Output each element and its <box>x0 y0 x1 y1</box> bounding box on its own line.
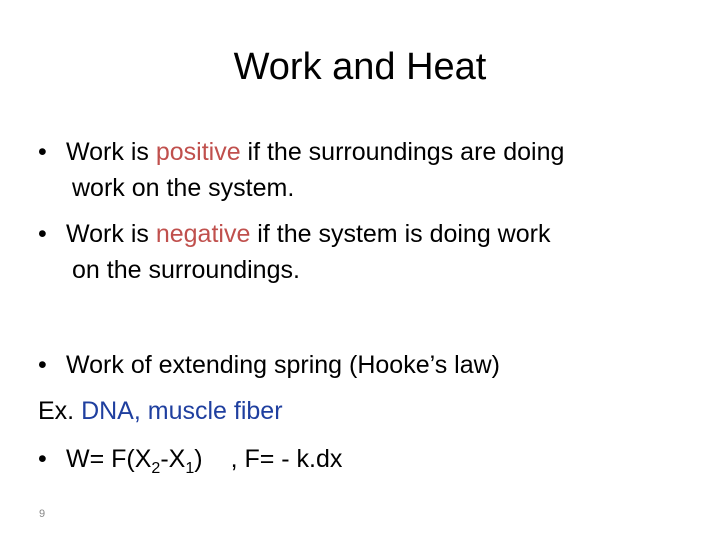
example-line <box>38 395 283 427</box>
bullet-positive-continuation: work on the system. <box>72 174 295 202</box>
bullet-text-post: if the system is doing work <box>250 220 551 248</box>
highlight-negative: negative <box>155 220 251 248</box>
example-highlight: DNA, muscle fiber <box>81 397 283 425</box>
example-prefix: Ex. <box>38 397 82 425</box>
bullet-marker: • <box>38 138 47 166</box>
bullet-negative-continuation: on the surroundings. <box>72 256 300 284</box>
bullet-text-pre: Work is <box>66 220 156 248</box>
bullet-hookes-law <box>38 349 500 381</box>
highlight-positive: positive <box>155 138 241 166</box>
formula-sub-2: 2 <box>151 460 161 477</box>
bullet-text: Work of extending spring (Hooke’s law) <box>66 351 500 379</box>
bullet-formula <box>38 443 342 475</box>
bullet-text-pre: Work is <box>66 138 156 166</box>
formula-sub-1: 1 <box>185 460 195 477</box>
slide-title: Work and Heat <box>233 46 487 88</box>
bullet-positive-work <box>38 136 564 168</box>
formula-close: ) <box>194 445 203 473</box>
formula-w-pre: W= F(X <box>66 445 152 473</box>
page-number: 9 <box>39 508 46 520</box>
formula-minus: -X <box>160 445 186 473</box>
bullet-text-post: if the surroundings are doing <box>240 138 565 166</box>
bullet-negative-work <box>38 218 550 250</box>
formula-rest: , F= - k.dx <box>230 445 343 473</box>
bullet-marker: • <box>38 351 47 379</box>
bullet-marker: • <box>38 220 47 248</box>
bullet-marker: • <box>38 445 47 473</box>
